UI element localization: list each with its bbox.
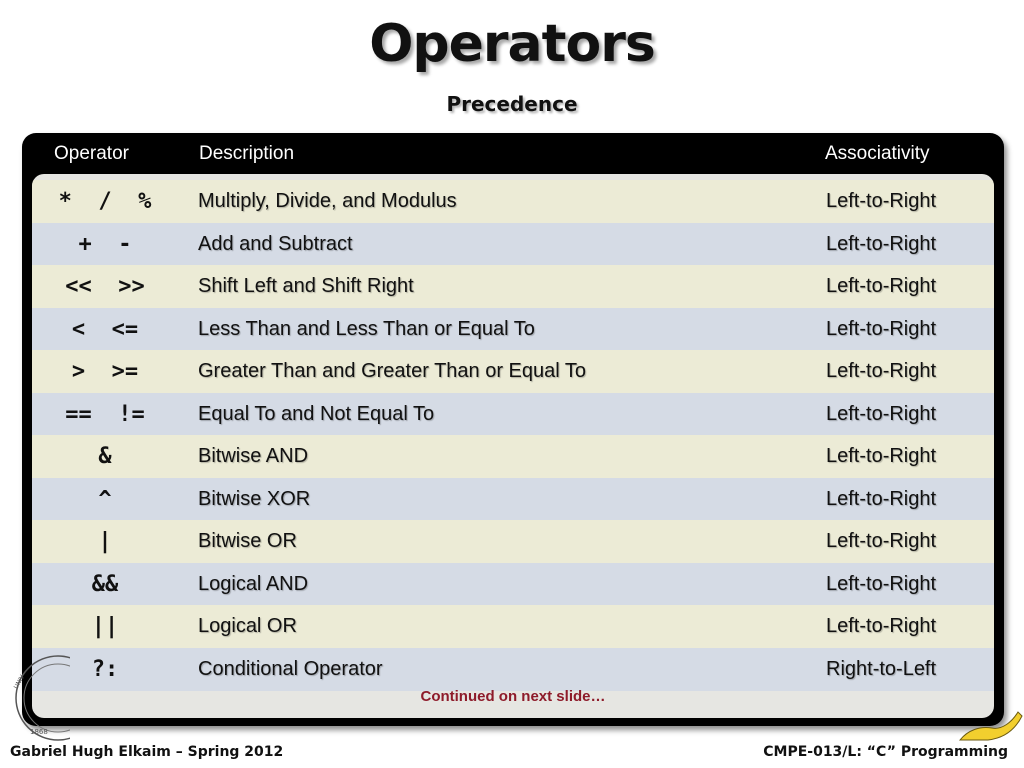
description-cell: Conditional Operator <box>198 658 383 680</box>
table-row <box>32 478 994 521</box>
footer-course: CMPE-013/L: “C” Programming <box>763 744 1008 760</box>
header-operator: Operator <box>54 143 129 164</box>
operator-cell: | <box>98 529 112 554</box>
description-cell: Equal To and Not Equal To <box>198 403 435 425</box>
header-associativity: Associativity <box>825 143 930 164</box>
description-cell: Less Than and Less Than or Equal To <box>198 318 535 340</box>
table-row <box>32 520 994 563</box>
slide-subtitle: Precedence <box>446 92 578 116</box>
associativity-cell: Left-to-Right <box>826 530 937 552</box>
slide-title: Operators <box>369 14 655 74</box>
operator-cell: > >= <box>71 359 139 384</box>
footer-author: Gabriel Hugh Elkaim – Spring 2012 <box>10 744 284 760</box>
description-cell: Multiply, Divide, and Modulus <box>198 190 457 212</box>
description-cell: Bitwise XOR <box>198 488 311 510</box>
table-row <box>32 648 994 691</box>
description-cell: Greater Than and Greater Than or Equal To <box>198 360 587 382</box>
table-row <box>32 223 994 266</box>
operator-cell: ^ <box>98 487 112 512</box>
svg-text:UNIV: UNIV <box>12 673 27 691</box>
description-cell: Bitwise AND <box>198 445 309 467</box>
table-row <box>32 350 994 393</box>
associativity-cell: Left-to-Right <box>826 573 937 595</box>
associativity-cell: Left-to-Right <box>826 275 937 297</box>
associativity-cell: Left-to-Right <box>826 233 937 255</box>
description-cell: Logical OR <box>198 615 297 637</box>
associativity-cell: Left-to-Right <box>826 615 937 637</box>
continued-note: Continued on next slide… <box>420 688 606 705</box>
operator-cell: << >> <box>65 274 145 299</box>
associativity-cell: Left-to-Right <box>826 190 937 212</box>
operator-cell: + - <box>78 232 132 257</box>
precedence-table-body <box>32 174 994 718</box>
description-cell: Add and Subtract <box>198 233 353 255</box>
associativity-cell: Left-to-Right <box>826 445 937 467</box>
table-row <box>32 393 994 436</box>
associativity-cell: Left-to-Right <box>826 488 937 510</box>
svg-text:1868: 1868 <box>30 728 48 736</box>
associativity-cell: Left-to-Right <box>826 360 937 382</box>
associativity-cell: Left-to-Right <box>826 318 937 340</box>
operator-cell: || <box>91 614 119 639</box>
operator-cell: & <box>98 444 112 469</box>
description-cell: Bitwise OR <box>198 530 297 552</box>
description-cell: Shift Left and Shift Right <box>198 275 414 297</box>
operator-cell: && <box>91 572 119 597</box>
table-row <box>32 563 994 606</box>
operator-cell: ?: <box>91 657 119 682</box>
operator-cell: < <= <box>71 317 139 342</box>
associativity-cell: Right-to-Left <box>826 658 937 680</box>
slug-logo-icon <box>958 708 1024 744</box>
header-description: Description <box>199 143 295 164</box>
table-row <box>32 265 994 308</box>
university-seal <box>6 654 70 742</box>
description-cell: Logical AND <box>198 573 309 595</box>
table-row <box>32 435 994 478</box>
table-row <box>32 180 994 223</box>
associativity-cell: Left-to-Right <box>826 403 937 425</box>
operator-cell: * / % <box>58 189 152 214</box>
operator-cell: == != <box>65 402 145 427</box>
table-row <box>32 308 994 351</box>
table-row <box>32 605 994 648</box>
